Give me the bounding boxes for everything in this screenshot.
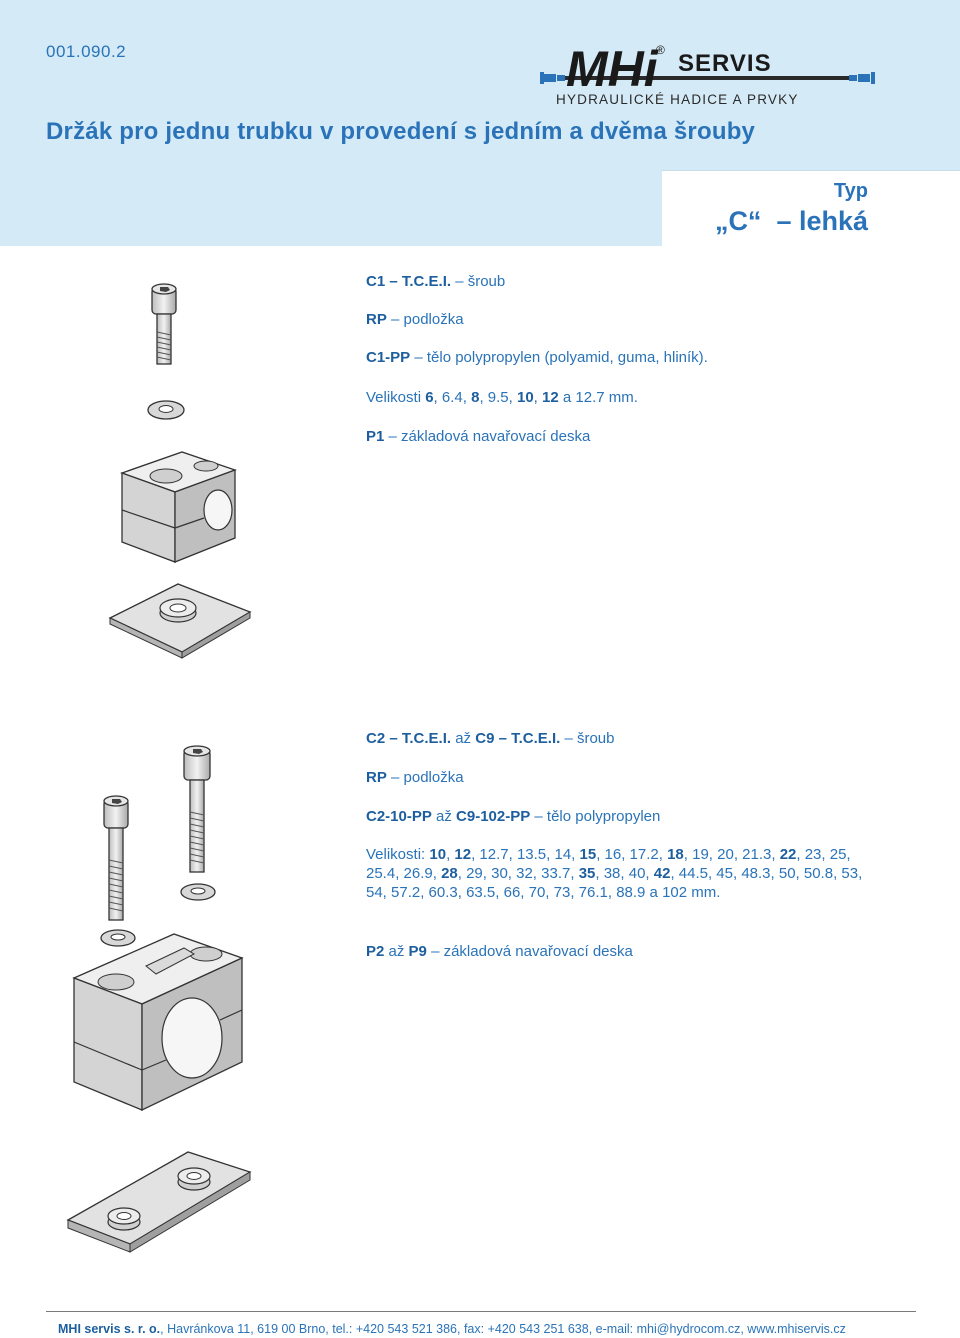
sizes-prefix: Velikosti — [366, 389, 426, 406]
code-c9-102-pp: C9-102-PP — [456, 808, 531, 825]
clamp-body-icon — [74, 934, 242, 1110]
weld-plate-icon — [110, 584, 250, 658]
spec-line-sizes-c2 — [366, 845, 866, 902]
code-p9: P9 — [408, 943, 427, 960]
text-az: až — [431, 808, 457, 825]
size-value: 35 — [578, 865, 596, 882]
sizes-list — [425, 389, 638, 406]
size-value: , 16, 17.2, — [596, 846, 668, 863]
desc-screw: – šroub — [560, 730, 615, 747]
size-value: 22 — [779, 846, 797, 863]
size-value: 6.4 — [441, 389, 463, 406]
size-value: , — [479, 389, 488, 406]
footer-company: MHI servis s. r. o. — [58, 1322, 161, 1336]
page-title: Držák pro jednu trubku v provedení s jedním a dvěma šrouby — [46, 118, 756, 145]
registered-mark: ® — [656, 43, 665, 57]
weld-plate-icon — [68, 1152, 250, 1252]
spec-line-plate-c1 — [366, 427, 590, 446]
document-code: 001.090.2 — [46, 42, 127, 61]
text-az: až — [451, 730, 476, 747]
size-value: , — [433, 389, 442, 406]
size-value: , 19, 20, 21.3, — [683, 846, 780, 863]
footer-divider — [46, 1311, 916, 1312]
size-value: 9.5 — [487, 389, 509, 406]
size-value: 10 — [429, 846, 447, 863]
logo-servis-text: SERVIS — [678, 50, 772, 77]
spec-line-plate-c2 — [366, 942, 633, 961]
clamp-c2-c9-exploded-illustration — [60, 742, 260, 1302]
code-c9: C9 — [475, 730, 495, 747]
size-value: , — [533, 389, 543, 406]
spec-line-screw-c2 — [366, 729, 614, 748]
sizes-list — [366, 846, 862, 901]
code-tcei-2: – T.C.E.I. — [494, 730, 561, 747]
code-rp: RP — [366, 311, 387, 328]
code-rp: RP — [366, 769, 387, 786]
code-c2: C2 — [366, 730, 386, 747]
logo-mark: MHi — [566, 41, 658, 97]
screw-icon — [152, 284, 176, 364]
size-value: 15 — [579, 846, 597, 863]
size-value: 28 — [441, 865, 458, 882]
size-value: 42 — [653, 865, 671, 882]
size-value: , 12.7, 13.5, 14, — [471, 846, 580, 863]
code-c1: C1 — [366, 273, 386, 290]
size-value: , — [462, 389, 472, 406]
size-value: 10 — [516, 389, 534, 406]
screw-icon — [184, 746, 210, 872]
spec-line-body-c1 — [366, 348, 708, 367]
code-tcei: – T.C.E.I. — [385, 273, 452, 290]
size-value: 12 — [454, 846, 472, 863]
code-p1: P1 — [366, 428, 385, 445]
code-p2: P2 — [366, 943, 385, 960]
desc-screw: – šroub — [451, 273, 506, 290]
desc-washer: – podložka — [386, 311, 464, 328]
type-label: Typ — [833, 180, 868, 202]
size-value: , 29, 30, 32, 33.7, — [457, 865, 579, 882]
desc-plate: – základová navařovací deska — [384, 428, 591, 445]
desc-plate: – základová navařovací deska — [426, 943, 633, 960]
washer-icon — [101, 930, 135, 946]
desc-body: – tělo polypropylen — [530, 808, 661, 825]
size-value: a 12.7 mm. — [558, 389, 638, 406]
spec-line-sizes-c1 — [366, 388, 638, 407]
size-value: 12 — [542, 389, 559, 406]
sizes-prefix: Velikosti: — [366, 846, 430, 863]
code-c1-pp: C1-PP — [366, 349, 411, 366]
type-value: „C“ – lehká — [714, 206, 868, 236]
washer-icon — [148, 401, 184, 419]
clamp-c1-exploded-illustration — [100, 280, 260, 670]
spec-line-body-c2 — [366, 807, 660, 826]
code-tcei: – T.C.E.I. — [385, 730, 452, 747]
desc-body: – tělo polypropylen (polyamid, guma, hliník). — [410, 349, 708, 366]
spec-line-screw-c1 — [366, 272, 505, 291]
size-value: , 38, 40, — [595, 865, 654, 882]
size-value: , — [446, 846, 455, 863]
size-value: , 44.5, 45, 48.3, 50, 50.8, 53, 54, 57.2, 60.3, 63.5, 66, 70, 73, 76.1, 88.9 a 102 mm. — [366, 865, 863, 901]
size-value: 8 — [471, 389, 480, 406]
footer — [58, 1322, 846, 1336]
spec-line-washer-c2 — [366, 768, 464, 787]
size-value: , 23, 25, 25.4, 26.9, — [366, 846, 851, 882]
screw-icon — [104, 796, 128, 920]
spec-line-washer-c1 — [366, 310, 464, 329]
clamp-body-icon — [122, 452, 235, 562]
hose-icon-right — [849, 72, 875, 84]
text-az: až — [384, 943, 409, 960]
hose-icon-left — [540, 72, 565, 84]
code-c2-10-pp: C2-10-PP — [366, 808, 432, 825]
desc-washer: – podložka — [386, 769, 464, 786]
size-value: 18 — [667, 846, 684, 863]
footer-contact: , Havránkova 11, 619 00 Brno, tel.: +420 543 521 386, fax: +420 543 251 638, e-mail: mhi@hydrocom.cz, www.mhiservis.cz — [160, 1322, 846, 1336]
size-value: , — [508, 389, 517, 406]
logo-subtitle: HYDRAULICKÉ HADICE A PRVKY — [556, 92, 799, 107]
washer-icon — [181, 884, 215, 900]
size-value: 6 — [425, 389, 434, 406]
